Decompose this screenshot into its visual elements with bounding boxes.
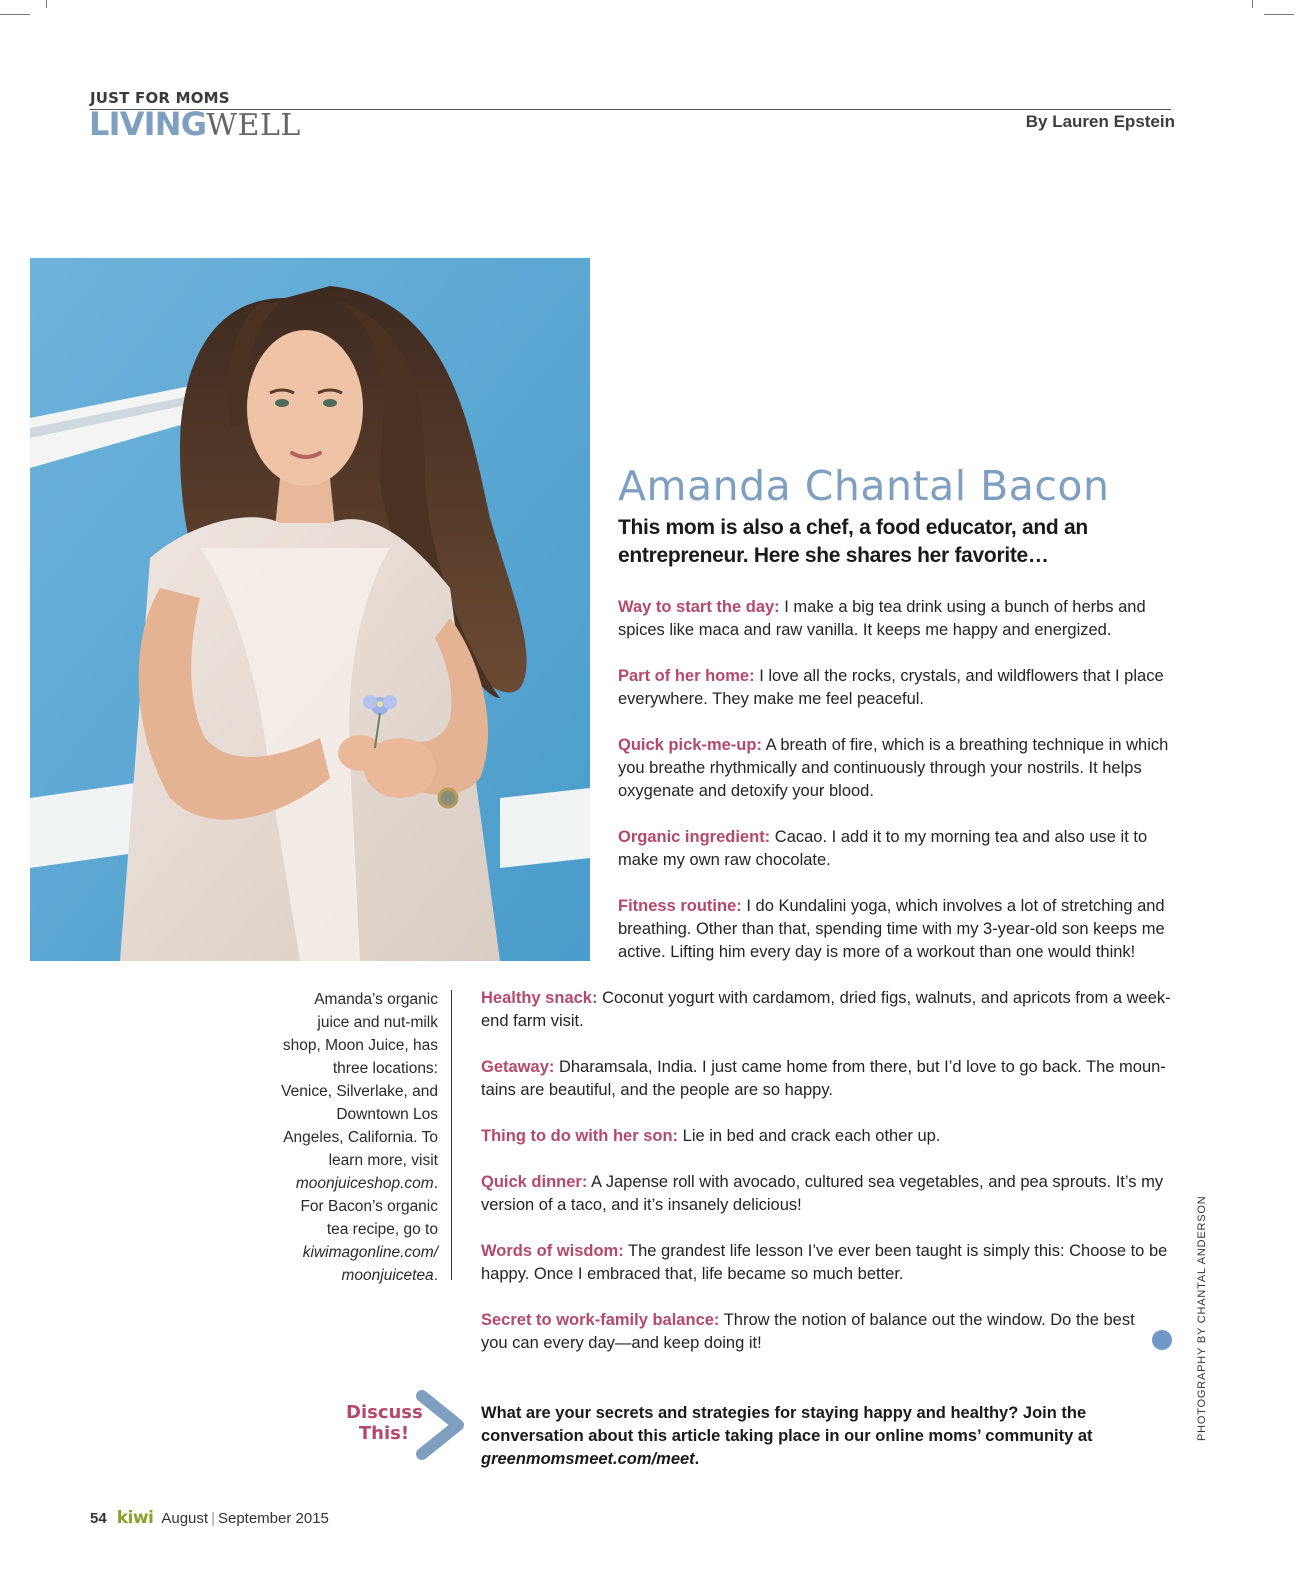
- caption-link-recipe[interactable]: kiwimagonline.com/ moonjuicetea: [302, 1244, 438, 1284]
- item-label: Organic ingredient:: [618, 828, 771, 846]
- favorite-item: [481, 1056, 1174, 1102]
- photo-caption: [280, 988, 438, 1287]
- discuss-link[interactable]: greenmomsmeet.com/meet: [481, 1450, 695, 1468]
- page-number: 54: [90, 1510, 107, 1527]
- item-text: Lie in bed and crack each other up.: [682, 1127, 941, 1145]
- item-label: Way to start the day:: [618, 598, 780, 616]
- caption-text: .: [433, 1267, 438, 1284]
- item-label: Quick pick-me-up:: [618, 736, 762, 754]
- item-label: Words of wisdom:: [481, 1242, 624, 1260]
- item-label: Secret to work-family balance:: [481, 1311, 720, 1329]
- discuss-body: What are your secrets and strategies for staying happy and healthy? Join the conversation about this article taking place in our online moms’ community at: [481, 1404, 1093, 1445]
- item-label: Thing to do with her son:: [481, 1127, 679, 1145]
- item-text: Throw the notion of balance out the window. Do the best you can every day—and keep doing it!: [481, 1311, 1135, 1352]
- favorite-item: [481, 1125, 1174, 1148]
- discuss-end: .: [694, 1450, 700, 1468]
- section-title-bold: LIVING: [89, 105, 207, 143]
- caption-divider: [451, 990, 452, 1280]
- favorite-item: [618, 734, 1174, 803]
- end-mark-icon: [1152, 1330, 1172, 1350]
- favorite-item: [481, 1309, 1141, 1355]
- chevron-right-icon: [414, 1390, 470, 1460]
- item-label: Fitness routine:: [618, 897, 742, 915]
- favorite-item: [618, 596, 1174, 642]
- favorite-item: [481, 1171, 1174, 1217]
- item-text: Coconut yogurt with cardamom, dried figs, walnuts, and apricots from a week-end farm visit.: [481, 989, 1171, 1030]
- issue-month: August: [161, 1510, 209, 1527]
- crop-mark: [0, 14, 30, 15]
- crop-mark: [46, 0, 47, 8]
- portrait-illustration: [30, 258, 590, 961]
- discuss-label-line1: Discuss: [346, 1402, 423, 1423]
- item-text: I make a big tea drink using a bunch of herbs and spices like maca and raw vanilla. It keeps me happy and energized.: [618, 598, 1146, 639]
- caption-text: . For Bacon’s organic tea recipe, go to: [300, 1175, 438, 1238]
- item-text: A breath of fire, which is a breathing technique in which you breathe rhythmically and continuously through your nostrils. It helps oxygenate and detoxify your blood.: [618, 736, 1169, 800]
- item-text: The grandest life lesson I’ve ever been taught is simply this: Choose to be happy. Once I embraced that, life became so much better.: [481, 1242, 1168, 1283]
- favorite-item: [618, 895, 1174, 964]
- page-footer: [90, 1508, 329, 1528]
- item-label: Healthy snack:: [481, 989, 598, 1007]
- favorite-item: [618, 826, 1174, 872]
- caption-text: Amanda’s organic juice and nut-milk shop, Moon Juice, has three locations: Venice, Silverlake, and Downtown Los Angeles, California. To learn more, visit: [281, 991, 438, 1169]
- photo-credit: PHOTOGRAPHY BY CHANTAL ANDERSON: [1196, 1195, 1208, 1441]
- item-label: Getaway:: [481, 1058, 555, 1076]
- section-title: [89, 105, 301, 143]
- crop-mark: [1252, 0, 1253, 8]
- section-kicker: JUST FOR MOMS: [90, 89, 230, 107]
- favorite-item: [481, 1240, 1174, 1286]
- favorite-item: [618, 665, 1174, 711]
- issue-month-year: September 2015: [217, 1510, 329, 1527]
- item-label: Quick dinner:: [481, 1173, 588, 1191]
- discuss-label: [346, 1402, 422, 1444]
- item-text: A Japense roll with avocado, cultured sea vegetables, and pea sprouts. It’s my version of a taco, and it’s insanely delicious!: [481, 1173, 1164, 1214]
- favorite-item: [481, 987, 1174, 1033]
- crop-mark: [1264, 14, 1294, 15]
- caption-link-moonjuice[interactable]: moonjuiceshop.com: [295, 1175, 434, 1192]
- item-text: I love all the rocks, crystals, and wildflowers that I place everywhere. They make me feel peaceful.: [618, 667, 1164, 708]
- feature-name: Amanda Chantal Bacon: [618, 462, 1110, 510]
- item-text: Cacao. I add it to my morning tea and also use it to make my own raw chocolate.: [618, 828, 1148, 869]
- discuss-label-line2: This!: [358, 1423, 410, 1444]
- magazine-logo: kiwi: [116, 1508, 154, 1528]
- section-title-light: WELL: [206, 108, 301, 143]
- item-text: I do Kundalini yoga, which involves a lot of stretching and breathing. Other than that, spending time with my 3-year-old son keeps me active. Lifting him every day is more of a workout than one would think!: [618, 897, 1165, 961]
- feature-deck: This mom is also a chef, a food educator, and an entrepreneur. Here she shares her favorite…: [618, 516, 1088, 567]
- byline: By Lauren Epstein: [1025, 112, 1175, 131]
- item-text: Dharamsala, India. I just came home from there, but I’d love to go back. The moun-tains are beautiful, and the people are so happy.: [481, 1058, 1166, 1099]
- item-label: Part of her home:: [618, 667, 755, 685]
- portrait-photo: [30, 258, 590, 961]
- discuss-text: [481, 1402, 1177, 1471]
- footer-separator: |: [211, 1510, 215, 1527]
